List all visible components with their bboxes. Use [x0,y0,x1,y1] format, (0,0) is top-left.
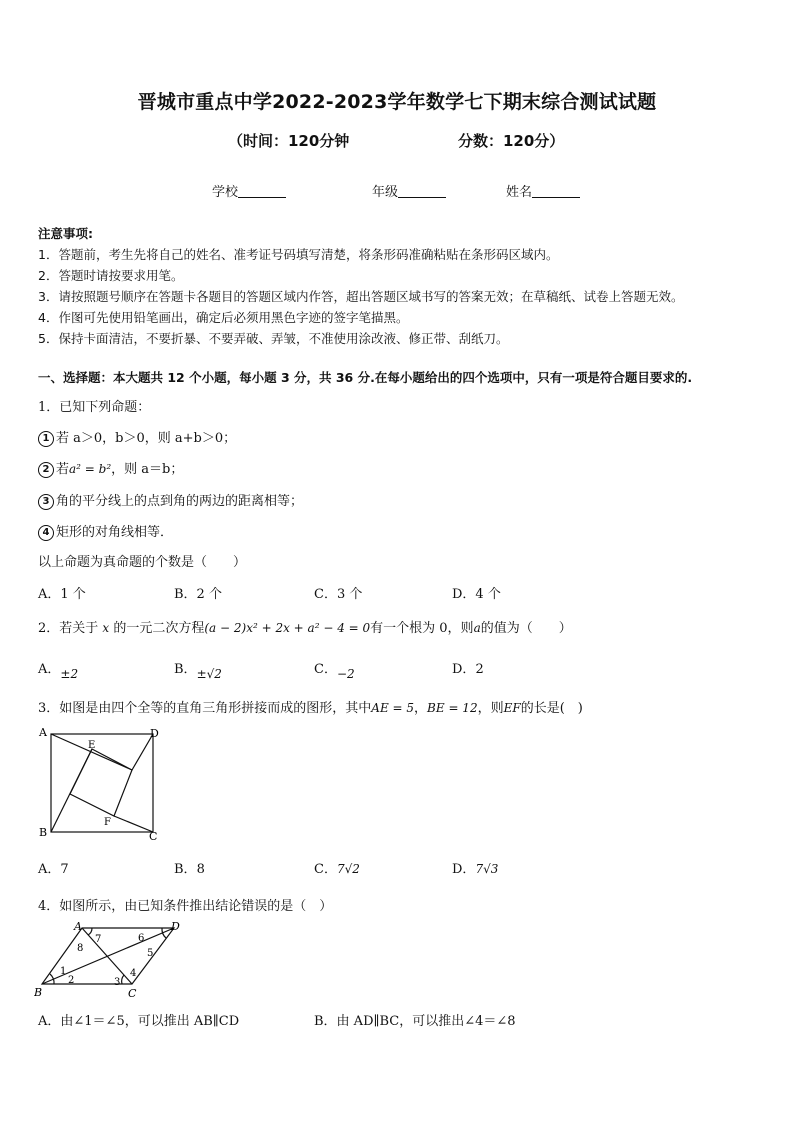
grade-field[interactable] [372,181,446,200]
angle-label: 5 [147,948,154,959]
circled-number: 3 [38,494,54,510]
q1-option-a[interactable]: A．1 个 [38,587,86,602]
q1-option-d[interactable]: D．4 个 [452,587,501,602]
label-b: B [34,986,43,999]
circled-number: 1 [38,431,54,447]
q2-option-d[interactable]: D．2 [452,662,484,677]
angle-label: 6 [138,933,145,944]
angle-label: 3 [114,977,121,988]
q1-question: 以上命题为真命题的个数是（ ） [38,555,247,570]
label-a: A [39,726,47,739]
angle-label: 7 [95,934,102,945]
label-d: D [150,727,159,740]
angle-arc [122,975,124,984]
label-d: D [171,920,180,933]
q1-stem: 1．已知下列命题： [38,400,151,415]
exam-time: （时间：120分钟 [228,132,350,150]
note-item: 1．答题前，考生先将自己的姓名、准考证号码填写清楚，将条形码准确粘贴在条形码区域内。 [38,247,559,262]
grade-label: 年级 [372,185,399,200]
q3-stem: 3．如图是由四个全等的直角三角形拼接而成的图形，其中AE = 5，BE = 12，则EF的长是( ) [38,701,583,716]
label-f: F [104,817,111,828]
angle-label: 1 [60,966,67,977]
angle-arc [88,928,92,935]
q4-stem: 4．如图所示，由已知条件推出结论错误的是（ ） [38,899,333,914]
name-label: 姓名 [506,185,533,200]
q1-proposition-4: 4 矩形的对角线相等． [38,521,173,541]
page-title: 晋城市重点中学2022-2023学年数学七下期末综合测试试题 [137,91,657,113]
q2-equation: (a − 2)x² + 2x + a² − 4 = 0 [204,621,371,635]
exam-score: 分数：120分） [458,132,565,150]
q1-option-c[interactable]: C．3 个 [314,587,363,602]
q2-stem: 2．若关于 x 的一元二次方程(a − 2)x² + 2x + a² − 4 = 0有一个根为 0，则a的值为（ ） [38,621,572,636]
circled-number: 2 [38,462,54,478]
inner-square [70,749,132,816]
label-c: C [149,830,158,843]
school-field[interactable] [212,181,286,200]
q1-proposition-2: 2 若a² = b²，则 a＝b； [38,458,183,478]
segment-c [114,816,153,832]
name-field[interactable] [506,181,580,200]
q2-option-c[interactable]: C．−2 [314,662,355,681]
q3-figure [36,724,166,844]
q4-option-a[interactable]: A．由∠1＝∠5，可以推出 AB∥CD [38,1014,240,1029]
label-b: B [39,826,48,839]
q2-option-a[interactable]: A．±2 [38,662,79,681]
note-item: 4．作图可先使用铅笔画出，确定后必须用黑色字迹的签字笔描黑。 [38,310,409,325]
label-a: A [74,920,82,933]
q3-option-d[interactable]: D．7√3 [452,862,499,877]
angle-arc [50,974,54,984]
q1-proposition-1: 1 若 a＞0，b＞0，则 a+b＞0； [38,427,236,447]
notes-heading: 注意事项: [38,226,93,241]
q4-figure [34,918,184,1002]
label-c: C [128,987,137,1000]
q3-option-b[interactable]: B．8 [174,862,205,877]
note-item: 5．保持卡面清洁，不要折暴、不要弄破、弄皱，不准使用涂改液、修正带、刮纸刀。 [38,331,509,346]
angle-label: 4 [130,968,137,979]
angle-arc [162,928,166,938]
label-e: E [88,740,96,751]
outer-square [51,734,153,832]
note-item: 2．答题时请按要求用笔。 [38,268,184,283]
q3-option-a[interactable]: A．7 [38,862,69,877]
section-heading: 一、选择题：本大题共 12 个小题，每小题 3 分，共 36 分.在每小题给出的四个选项中，只有一项是符合题目要求的. [38,370,693,385]
note-item: 3．请按照题号顺序在答题卡各题目的答题区域内作答，超出答题区域书写的答案无效；在草稿纸、试卷上答题无效。 [38,289,684,304]
q2-option-b[interactable]: B．±√2 [174,662,222,681]
angle-label: 2 [68,975,75,986]
q1-option-b[interactable]: B．2 个 [174,587,222,602]
q3-option-c[interactable]: C．7√2 [314,862,360,877]
q1-proposition-3: 3 角的平分线上的点到角的两边的距离相等； [38,490,303,510]
q4-option-b[interactable]: B．由 AD∥BC，可以推出∠4＝∠8 [314,1014,516,1029]
school-label: 学校 [212,185,239,200]
circled-number: 4 [38,525,54,541]
angle-label: 8 [77,943,84,954]
